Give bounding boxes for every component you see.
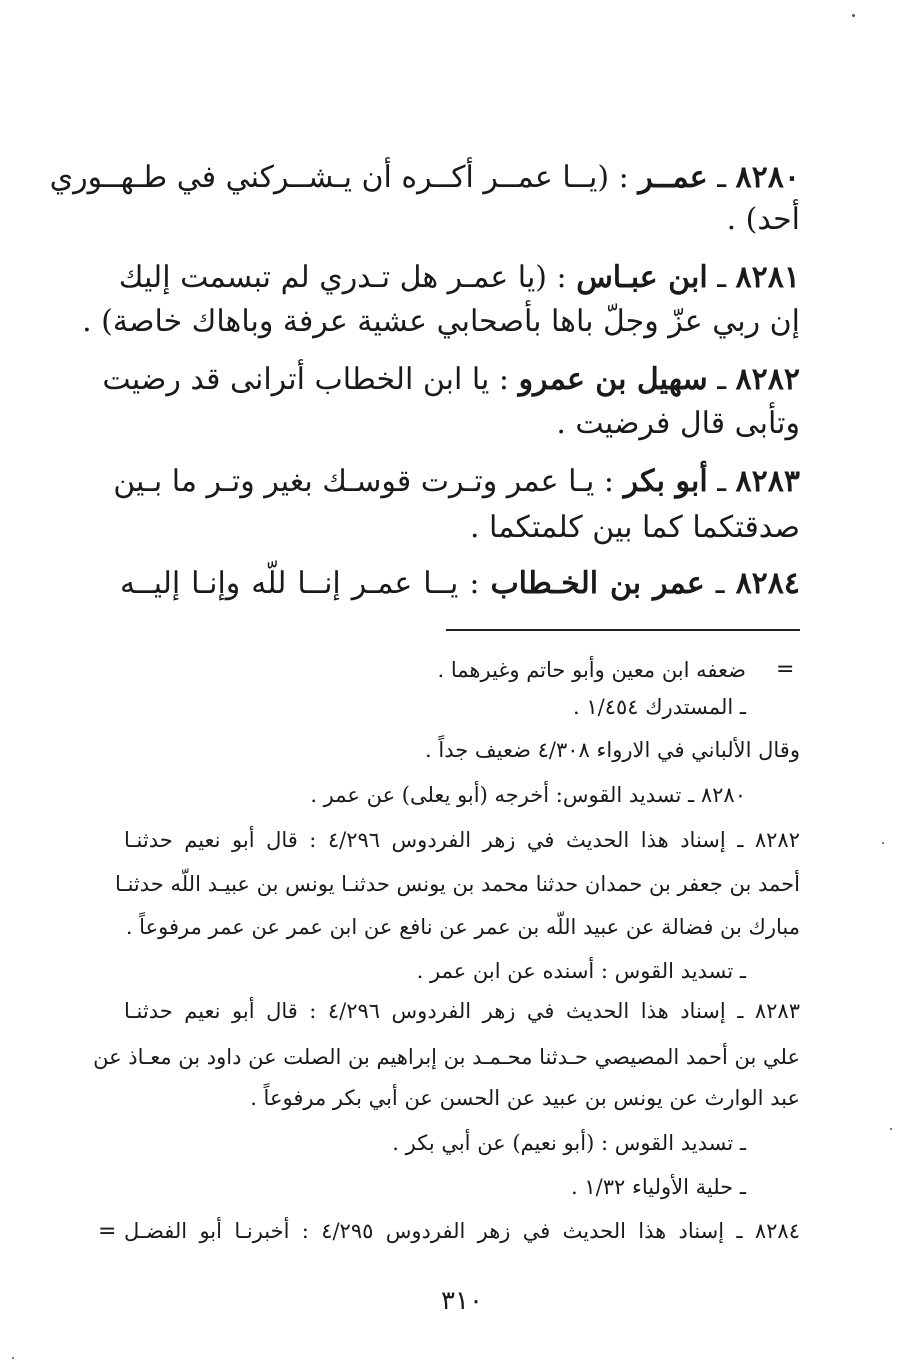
entry-number: ٨٢٨٢ <box>735 362 800 397</box>
footnote-line: علي بن أحمد المصيصي حـدثنا محـمـد بن إبراهيم بن الصلت عن داود بن معـاذ عن <box>93 1045 800 1069</box>
continuation-mark: = <box>776 657 795 682</box>
entry-8281-line-1: ٨٢٨١ ـ ابن عبـاس : (يا عمـر هل تـدري لم تبسمت إليك <box>118 260 800 295</box>
page-number: ٣١٠ <box>441 1286 483 1316</box>
footnote-line: ضعفه ابن معين وأبو حاتم وغيرهما . <box>437 658 746 682</box>
footnote-separator <box>446 629 800 631</box>
footnote-line: مبارك بن فضالة عن عبيد اللّه بن عمر عن نافع عن ابن عمر عن عمر مرفوعاً . <box>125 915 800 939</box>
footnote-line: ٨٢٨٢ ـ إسناد هذا الحديث في زهر الفردوس ٤/٢٩٦ : قال أبو نعيم حدثنـا <box>124 828 800 852</box>
footnote-line: ٨٢٨٣ ـ إسناد هذا الحديث في زهر الفردوس ٤/٢٩٦ : قال أبو نعيم حدثنـا <box>124 999 800 1023</box>
footnote-line: ٨٢٨٤ ـ إسناد هذا الحديث في زهر الفردوس ٤/٢٩٥ : أخبرنـا أبو الفضـل <box>124 1219 800 1243</box>
footnote-line: أحمد بن جعفر بن حمدان حدثنا محمد بن يونس حدثنـا يونس بن عبيـد اللّه حدثنـا <box>115 872 800 896</box>
entry-speaker: عمر بن الخـطاب <box>490 566 705 601</box>
scan-speck <box>882 842 884 844</box>
continuation-mark-end: = <box>98 1219 117 1244</box>
entry-number: ٨٢٨١ <box>735 260 800 295</box>
entry-number: ٨٢٨٤ <box>735 566 801 601</box>
entry-8283-line-1: ٨٢٨٣ ـ أبو بكر : يـا عمر وتـرت قوسـك بغير وتـر ما بـين <box>113 464 800 499</box>
entry-8284-line-1: ٨٢٨٤ ـ عمر بن الخـطاب : يــا عمـر إنــا للّه وإنـا إليــه <box>120 566 801 601</box>
footnote-line: ٨٢٨٠ ـ تسديد القوس: أخرجه (أبو يعلى) عن عمر . <box>310 783 746 807</box>
entry-text: : (يــا عمــر أكــره أن يـشــركني في طـهــوري <box>49 160 629 195</box>
footnote-line: ـ تسديد القوس : (أبو نعيم) عن أبي بكر . <box>392 1131 746 1155</box>
entry-text: : يـا عمر وتـرت قوسـك بغير وتـر ما بـين <box>113 464 615 499</box>
footnote-line: ـ المستدرك ١/٤٥٤ . <box>573 695 746 719</box>
entry-speaker: عمــر <box>638 160 708 195</box>
entry-8282-line-1: ٨٢٨٢ ـ سهيل بن عمرو : يا ابن الخطاب أترانى قد رضيت <box>102 362 800 397</box>
entry-8280-line-1: ٨٢٨٠ ـ عمــر : (يــا عمــر أكــره أن يـشــركني في طـهــوري <box>49 160 800 195</box>
scan-speck <box>852 14 855 17</box>
footnote-line: ـ حلية الأولياء ١/٣٢ . <box>571 1175 746 1199</box>
entry-8283-line-2: صدقتكما كما بين كلمتكما . <box>469 510 800 545</box>
entry-number: ٨٢٨٠ <box>735 160 800 195</box>
scan-speck <box>12 1357 14 1359</box>
footnote-line: عبد الوارث عن يونس بن عبيد عن الحسن عن أبي بكر مرفوعاً . <box>250 1086 800 1110</box>
footnote-line: وقال الألباني في الارواء ٤/٣٠٨ ضعيف جداً . <box>425 738 800 762</box>
entry-speaker: ابن عبـاس <box>576 260 708 295</box>
scan-speck <box>890 1128 892 1130</box>
entry-speaker: أبو بكر <box>623 464 708 499</box>
entry-8281-line-2: إن ربي عزّ وجلّ باها بأصحابي عشية عرفة وباهاك خاصة) . <box>82 304 800 339</box>
entry-text: : يــا عمـر إنــا للّه وإنـا إليــه <box>120 566 480 601</box>
entry-text: : يا ابن الخطاب أترانى قد رضيت <box>102 362 510 397</box>
entry-text: : (يا عمـر هل تـدري لم تبسمت إليك <box>118 260 567 295</box>
entry-8282-line-2: وتأبى قال فرضيت . <box>556 406 800 441</box>
entry-number: ٨٢٨٣ <box>735 464 800 499</box>
entry-speaker: سهيل بن عمرو <box>518 362 708 397</box>
entry-8280-line-2: أحد) . <box>726 202 800 237</box>
footnote-line: ـ تسديد القوس : أسنده عن ابن عمر . <box>416 959 746 983</box>
